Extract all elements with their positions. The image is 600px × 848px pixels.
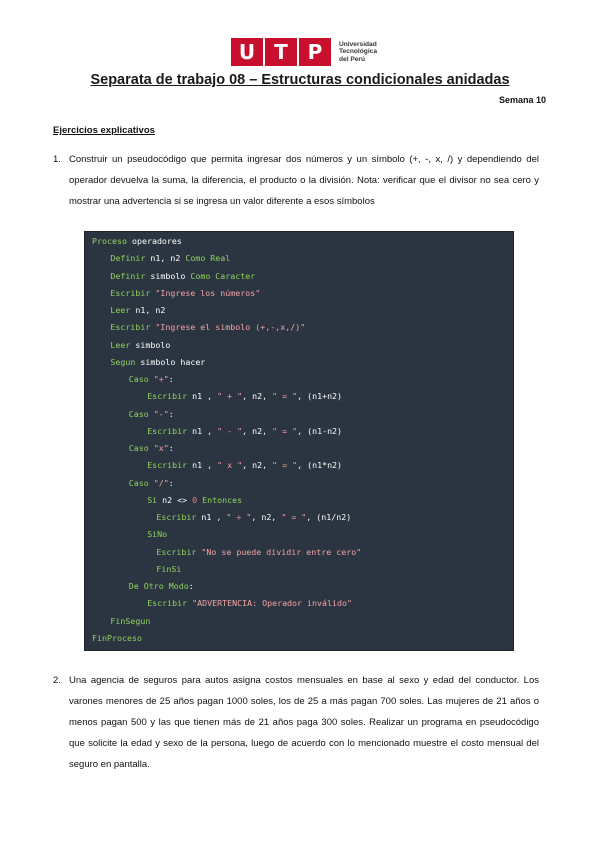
- exercise-number: 1.: [53, 154, 61, 165]
- code-token: Si: [147, 494, 158, 505]
- code-token: Leer: [110, 339, 131, 350]
- code-line: [85, 285, 513, 302]
- code-line: [85, 526, 513, 543]
- code-token: , n2,: [242, 425, 273, 436]
- code-token: :: [168, 443, 174, 453]
- week-label: Semana 10: [498, 95, 546, 105]
- code-token: Escribir: [156, 546, 197, 557]
- code-token: "+": [148, 374, 169, 384]
- code-token: Como Real: [185, 253, 231, 264]
- code-line: [85, 268, 513, 285]
- code-token: , (n1-n2): [297, 425, 343, 436]
- code-token: " = ": [272, 391, 298, 402]
- code-token: Como Caracter: [190, 270, 256, 281]
- section-title: Ejercicios explicativos: [53, 125, 155, 136]
- code-line: [85, 475, 513, 492]
- code-line: [85, 337, 513, 354]
- code-token: n1, n2: [145, 253, 186, 264]
- code-token: "ADVERTENCIA: Operador inválido": [187, 598, 352, 609]
- code-token: Leer: [110, 305, 131, 315]
- code-token: :: [188, 581, 194, 591]
- code-token: Caso: [128, 374, 149, 384]
- logo-letter-t: T: [265, 38, 297, 66]
- code-token: " ÷ ": [226, 512, 252, 522]
- logo-text-line-1: Universidad: [339, 40, 377, 48]
- code-token: Segun: [110, 356, 136, 367]
- code-line: [85, 440, 513, 457]
- code-token: , n2,: [242, 391, 273, 402]
- code-line: [85, 354, 513, 371]
- code-token: simbolo: [130, 339, 171, 350]
- code-token: FinSi: [156, 563, 182, 574]
- exercise-2: [53, 670, 539, 775]
- code-token: " = ": [272, 460, 298, 471]
- exercise-text: Construir un pseudocódigo que permita ingresar dos números y un símbolo (+, -, x, /) y dependiendo del operador devuelva la suma, la diferencia, el producto o la división. Nota: verificar que el divisor no sea cero y mostrar una advertencia si se ingresa un valor diferente a esos símbolos: [69, 154, 539, 207]
- code-line: [85, 578, 513, 595]
- code-line: [85, 595, 513, 612]
- code-token: " x ": [217, 460, 243, 471]
- code-token: simbolo: [145, 270, 191, 281]
- code-token: Escribir: [147, 391, 188, 402]
- logo-letter-u: U: [231, 38, 263, 66]
- code-line: [85, 492, 513, 509]
- code-line: [85, 250, 513, 267]
- code-line: [85, 302, 513, 319]
- utp-logo: [231, 37, 377, 67]
- code-token: n1 ,: [196, 512, 227, 522]
- code-token: :: [168, 374, 174, 384]
- code-token: Escribir: [110, 322, 151, 333]
- code-token: Definir: [110, 253, 146, 264]
- code-token: :: [168, 408, 174, 419]
- logo-letter-p: P: [299, 38, 331, 66]
- code-token: Escribir: [110, 287, 151, 298]
- exercise-1: [53, 149, 539, 212]
- code-token: :: [168, 477, 174, 488]
- code-token: n1 ,: [187, 391, 218, 402]
- code-token: n1 ,: [187, 460, 218, 471]
- code-token: Proceso: [92, 236, 127, 246]
- code-token: Caso: [128, 443, 149, 453]
- code-token: , (n1+n2): [297, 391, 343, 402]
- code-token: Entonces: [197, 494, 243, 505]
- pseudocode-block: [84, 231, 514, 651]
- code-line: [85, 544, 513, 561]
- code-token: FinSegun: [110, 615, 151, 626]
- logo-text-line-2: Tecnológica: [339, 48, 377, 56]
- document-title: Separata de trabajo 08 – Estructuras condicionales anidadas: [90, 72, 510, 88]
- code-line: [85, 319, 513, 336]
- code-line: [85, 423, 513, 440]
- code-line: [85, 457, 513, 474]
- code-token: , (n1/n2): [306, 512, 352, 522]
- code-token: simbolo hacer: [135, 356, 206, 367]
- code-token: Escribir: [156, 512, 197, 522]
- code-token: Escribir: [147, 425, 188, 436]
- code-token: , n2,: [251, 512, 282, 522]
- code-token: n1, n2: [130, 305, 166, 315]
- code-token: SiNo: [147, 529, 168, 540]
- exercise-text: Una agencia de seguros para autos asigna costos mensuales en base al sexo y edad del conductor. Los varones menores de 25 años pagan 1000 soles, los de 25 a más pagan 700 soles. Las mujeres de 21 años o menos pagan 500 y las que tienen más de 21 años paga 300 soles. Realizar un programa en pseudocódigo que solicite la edad y sexo de la persona, luego de acuerdo con lo mencionado muestre el costo mensual del seguro en pantalla.: [69, 675, 539, 770]
- code-line: [85, 406, 513, 423]
- code-token: n2 <>: [157, 494, 193, 505]
- code-token: Escribir: [147, 460, 188, 471]
- code-token: Definir: [110, 270, 146, 281]
- code-line: [85, 613, 513, 630]
- code-line: [85, 233, 513, 250]
- code-token: , (n1*n2): [297, 460, 343, 471]
- code-line: [85, 561, 513, 578]
- code-line: [85, 371, 513, 388]
- code-token: 0: [192, 494, 198, 505]
- code-line: [85, 388, 513, 405]
- code-token: " - ": [217, 425, 243, 436]
- logo-university-name: [339, 41, 377, 64]
- code-token: "No se puede dividir entre cero": [196, 546, 362, 557]
- code-token: Caso: [128, 408, 149, 419]
- code-line: [85, 509, 513, 526]
- code-token: "Ingrese los números": [150, 287, 261, 298]
- code-token: " = ": [272, 425, 298, 436]
- code-token: "-": [148, 408, 169, 419]
- code-token: " = ": [281, 512, 307, 522]
- code-token: operadores: [126, 236, 182, 246]
- code-token: , n2,: [242, 460, 273, 471]
- logo-text-line-3: del Perú: [339, 55, 366, 63]
- code-line: [85, 630, 513, 647]
- code-token: FinProceso: [92, 632, 142, 643]
- code-token: Escribir: [147, 598, 188, 609]
- code-token: De Otro Modo: [128, 581, 189, 591]
- code-token: n1 ,: [187, 425, 218, 436]
- code-token: Caso: [128, 477, 149, 488]
- exercise-number: 2.: [53, 675, 61, 686]
- code-token: " + ": [217, 391, 243, 402]
- code-token: "Ingrese el simbolo (+,-,x,/)": [150, 322, 306, 333]
- code-token: "x": [148, 443, 169, 453]
- code-token: "/": [148, 477, 169, 488]
